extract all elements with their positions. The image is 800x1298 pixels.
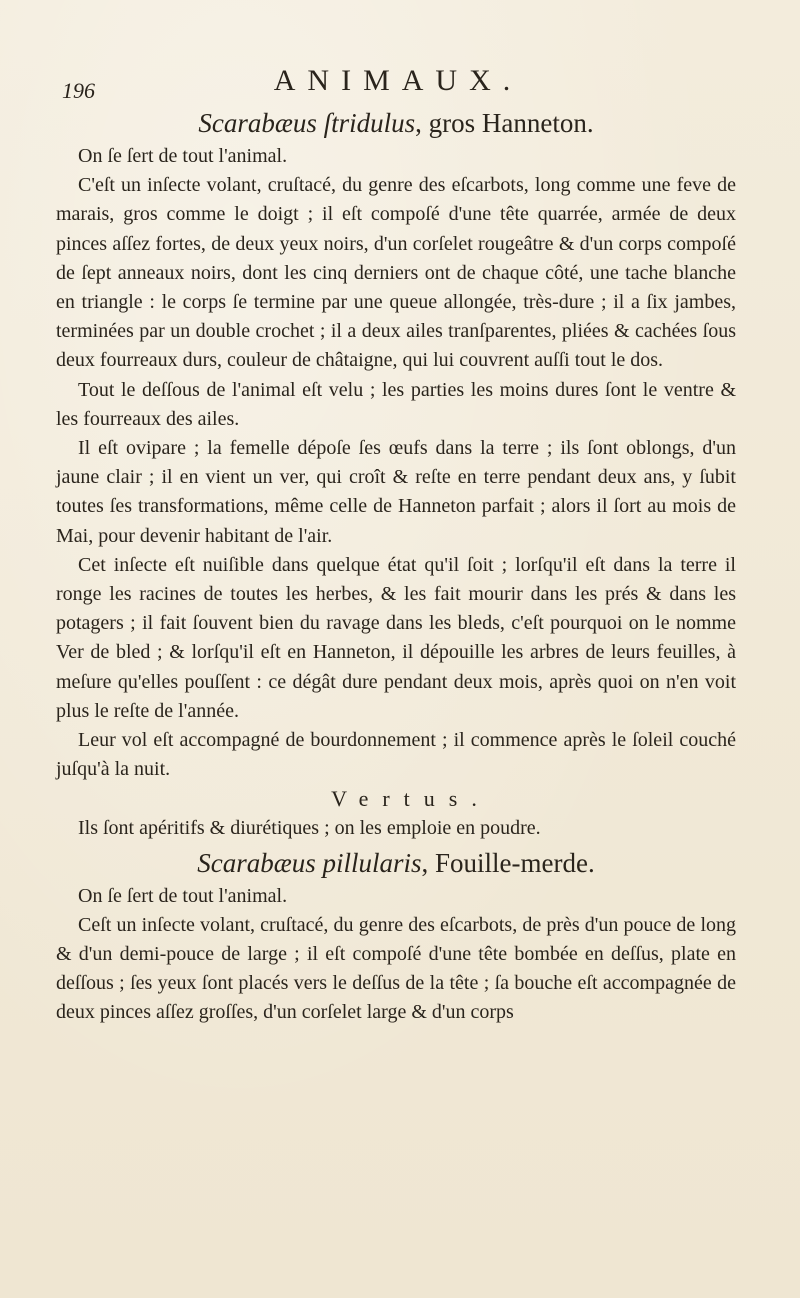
paragraph: C'eſt un inſecte volant, cruſtacé, du genre des eſcarbots, long comme une feve de marais, gros comme le doigt ; il eſt compoſé d'une tête quarrée, armée de deux pinces aſſez fortes, de deux yeux noirs, d'un corſelet rougeâtre & d'un corps compoſé de ſept anneaux noirs, dont les cinq derniers ont de chaque côté, une tache blanche en triangle : le corps ſe termine par une queue allongée, très-dure ; il a ſix jambes, terminées par un double crochet ; il a deux ailes tranſparentes, pliées & cachées ſous deux fourreaux durs, couleur de châtaigne, qui lui couvrent auſſi tout le dos. <box>56 174 736 372</box>
species-latin-name: Scarabæus ſtridulus <box>198 108 416 138</box>
paragraph: Cet inſecte eſt nuiſible dans quelque état qu'il ſoit ; lorſqu'il eſt dans la terre il ronge les racines de toutes les herbes, & les fait mourir dans les prés & dans les potagers ; il fait ſouvent bien du ravage dans les bleds, c'eſt pourquoi on le nomme Ver de bled ; & lorſqu'il eſt en Hanneton, il dépouille les arbres de leurs feuilles, à meſure qu'elles pouſſent : ce dégât dure pendant deux mois, après quoi on n'en voit plus le reſte de l'année. <box>56 553 736 722</box>
paragraph: Il eſt ovipare ; la femelle dépoſe ſes œufs dans la terre ; ils ſont oblongs, d'un jaune clair ; il en vient un ver, qui croît & reſte en terre pendant deux ans, y ſubit toutes ſes transformations, même celle de Hanneton parfait ; alors il ſort au mois de Mai, pour devenir habitant de l'air. <box>56 437 736 547</box>
paragraph: On ſe ſert de tout l'animal. <box>78 145 288 167</box>
species-heading-stridulus <box>56 104 736 142</box>
paragraph: Ils ſont apéritifs & diurétiques ; on les emploie en poudre. <box>78 817 541 840</box>
species-heading-pillularis <box>56 844 736 882</box>
paragraph: Ceſt un inſecte volant, cruſtacé, du genre des eſcarbots, de près d'un pouce de long & d'un demi-pouce de large ; il eſt compoſé d'une tête bombée en deſſus, plate en deſſous ; ſes yeux ſont placés vers le deſſus de la tête ; ſa bouche eſt accompagnée de deux pinces aſſez groſſes, d'un corſelet large & d'un corps <box>56 913 736 1024</box>
running-title: ANIMAUX. <box>273 64 523 97</box>
paragraph: Leur vol eſt accompagné de bourdonnement ; il commence après le ſoleil couché juſqu'à la nuit. <box>56 729 736 781</box>
paragraph: Tout le deſſous de l'animal eſt velu ; les parties les moins dures ſont le ventre & les fourreaux des ailes. <box>56 378 736 430</box>
species-latin-name: Scarabæus pillularis <box>197 847 422 878</box>
page-content <box>56 104 736 1028</box>
running-head <box>62 64 734 104</box>
page-number: 196 <box>62 78 95 103</box>
species-common-name: , Fouille-merde. <box>421 847 595 878</box>
species-common-name: , gros Hanneton. <box>415 108 594 138</box>
paragraph: On ſe ſert de tout l'animal. <box>78 884 288 907</box>
section-heading-vertus: Vertus. <box>331 786 491 812</box>
